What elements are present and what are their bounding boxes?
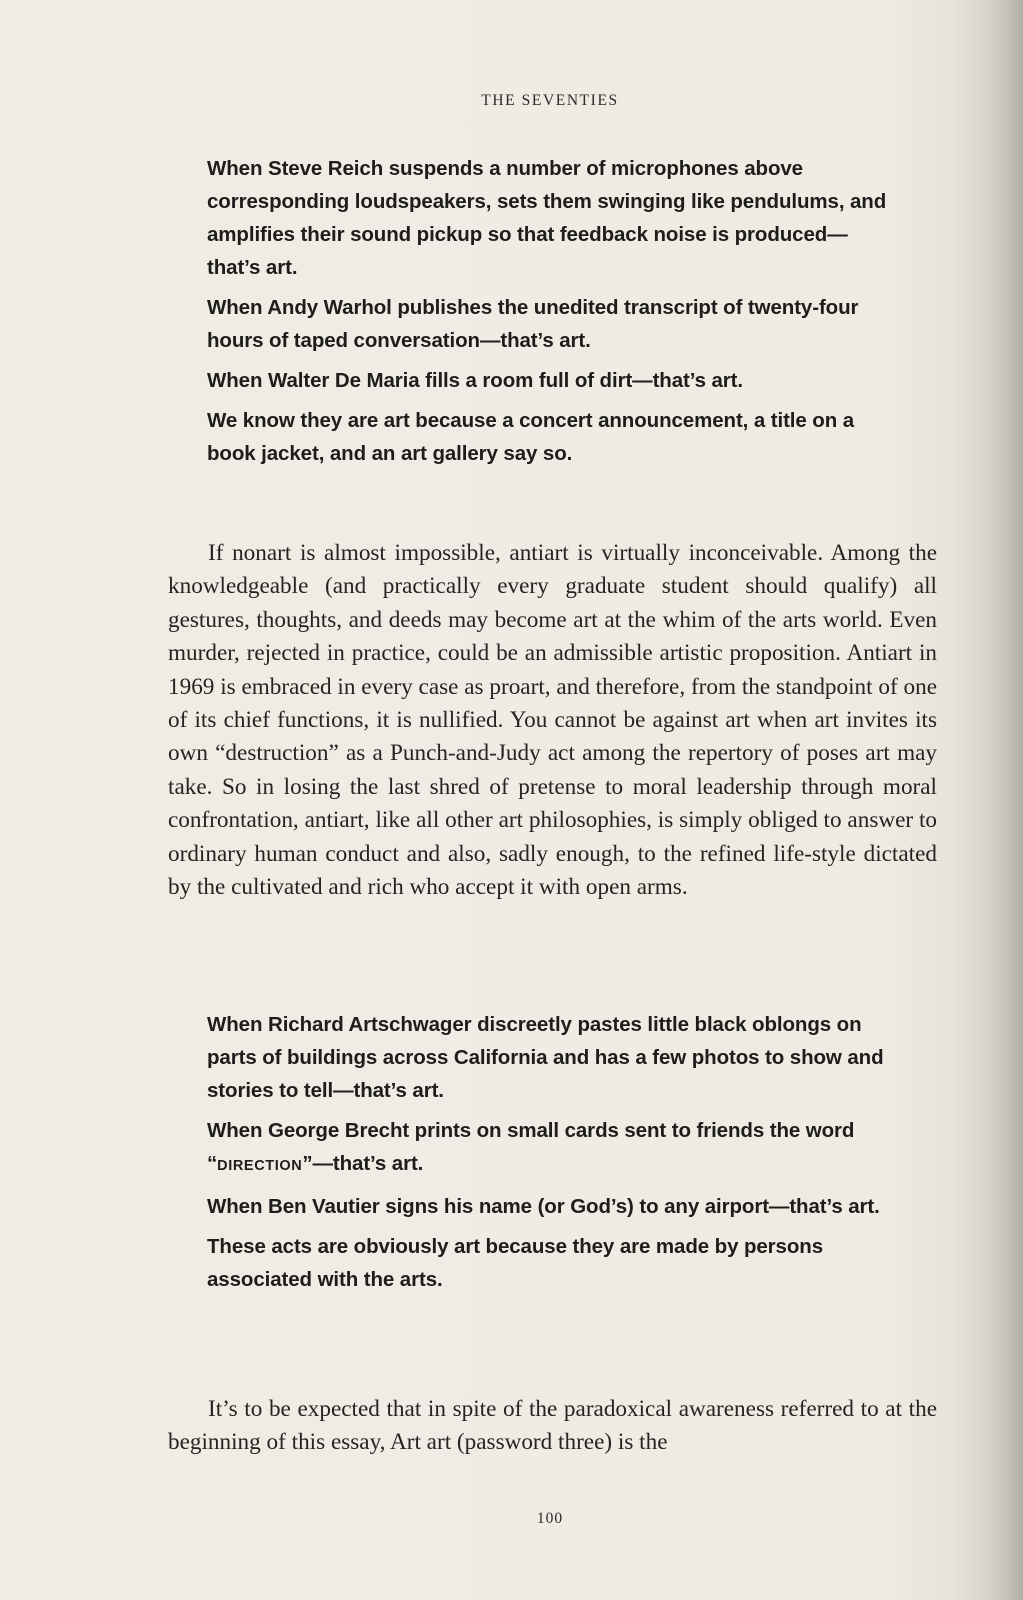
example-ben-vautier: When Ben Vautier signs his name (or God’s) to any airport—that’s art. xyxy=(207,1195,880,1218)
running-head: THE SEVENTIES xyxy=(481,92,619,109)
body-paragraph-2 xyxy=(168,1393,937,1460)
example-list-1 xyxy=(207,152,897,470)
prose-paragraph: It’s to be expected that in spite of the paradoxical awareness referred to at the beginning of this essay, Art art (password three) is the xyxy=(168,1396,937,1456)
page-number: 100 xyxy=(536,1510,564,1527)
example-george-brecht xyxy=(207,1114,897,1183)
example-andy-warhol: When Andy Warhol publishes the unedited transcript of twenty-four hours of taped conversation—that’s art. xyxy=(207,296,859,352)
brecht-text-after: ”—that’s art. xyxy=(302,1152,424,1175)
example-walter-de-maria: When Walter De Maria fills a room full of dirt—that’s art. xyxy=(207,369,743,392)
brecht-word-direction: DIRECTION xyxy=(217,1158,303,1174)
example-steve-reich: When Steve Reich suspends a number of microphones above corresponding loudspeakers, sets them swinging like pendulums, and amplifies their sound pickup so that feedback noise is produced—that’s art. xyxy=(207,157,887,279)
brecht-text-before: When George Brecht prints on small cards sent to friends the word “ xyxy=(207,1119,855,1175)
prose-paragraph: If nonart is almost impossible, antiart is virtually inconceivable. Among the knowledgeable (and practically every graduate student should qualify) all gestures, thoughts, and deeds may become art at the whim of the arts world. Even murder, rejected in practice, could be an admissible artistic proposition. Antiart in 1969 is embraced in every case as proart, and therefore, from the standpoint of one of its chief functions, it is nullified. You cannot be against art when art invites its own “destruction” as a Punch-and-Judy act among the repertory of poses art may take. So in losing the last shred of pretense to moral leadership through moral confrontation, antiart, like all other art philosophies, is simply obliged to answer to ordinary human conduct and also, sadly enough, to the refined life-style dictated by the cultivated and rich who accept it with open arms. xyxy=(168,540,937,901)
page-edge-shadow xyxy=(985,0,1023,1600)
body-paragraph-1 xyxy=(168,537,937,904)
example-richard-artschwager: When Richard Artschwager discreetly pastes little black oblongs on parts of buildings across California and has a few photos to show and stories to tell—that’s art. xyxy=(207,1013,884,1102)
example-conclusion-1: We know they are art because a concert announcement, a title on a book jacket, and an art gallery say so. xyxy=(207,409,855,465)
example-conclusion-2: These acts are obviously art because they are made by persons associated with the arts. xyxy=(207,1235,824,1291)
example-list-2 xyxy=(207,1008,897,1296)
